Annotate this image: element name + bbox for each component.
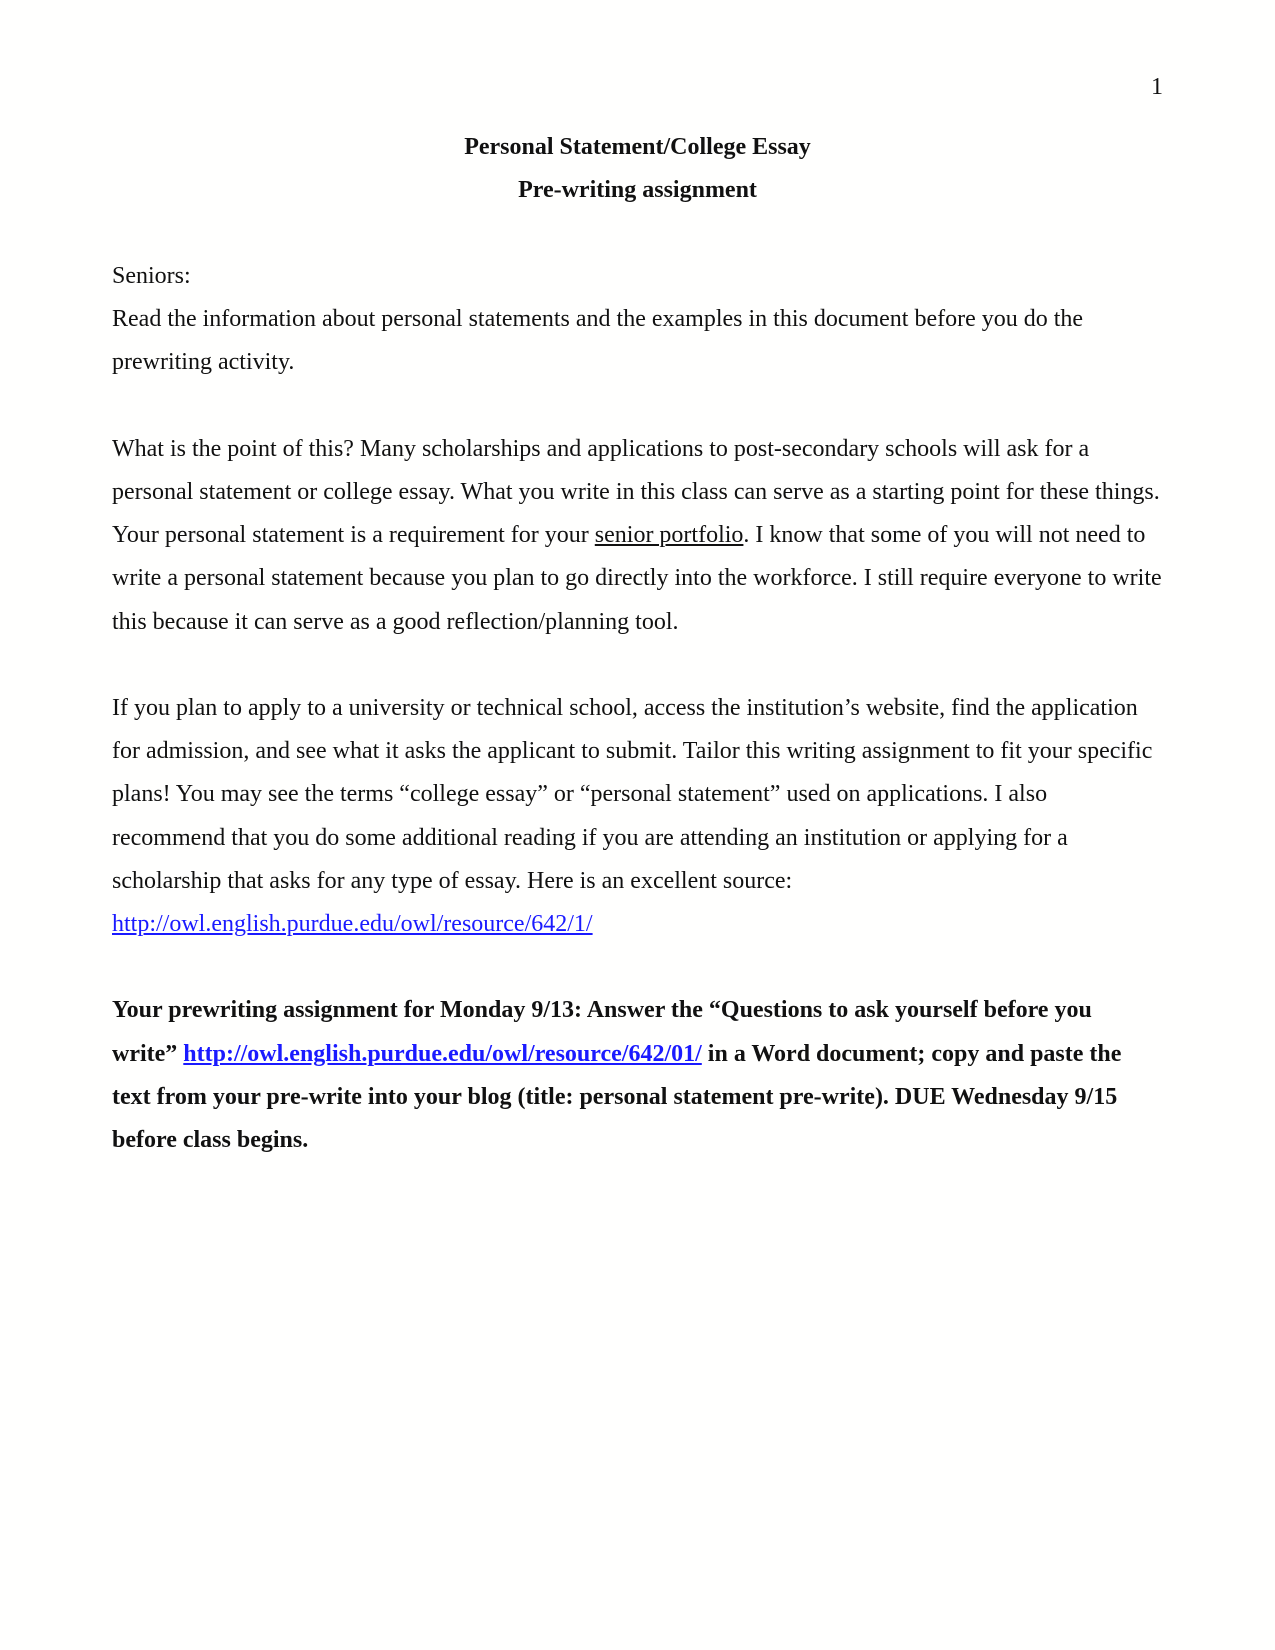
senior-portfolio-term: senior portfolio [594, 522, 744, 549]
intro-paragraph: Read the information about personal statements and the examples in this document before you do the prewriting activity. [112, 306, 1084, 376]
questions-link[interactable]: http://owl.english.purdue.edu/owl/resource/642/01/ [183, 1040, 702, 1067]
document-title-block [0, 126, 1275, 212]
paragraph-spacer [112, 946, 1162, 989]
assignment-paragraph [112, 989, 1162, 1162]
paragraph-spacer [112, 644, 1162, 687]
document-subtitle: Pre-writing assignment [518, 177, 757, 203]
salutation: Seniors: [112, 263, 191, 289]
purpose-text-start: What is the point of this? Many scholarships and applications to post-secondary schools will ask for a personal statement or college essay. What you write in this class can serve as a starting point for these things. Your personal statement is a requirement for your [112, 435, 1160, 549]
page-number: 1 [1151, 74, 1163, 100]
paragraph-spacer [112, 385, 1162, 428]
assignment-text-start: Your prewriting assignment for Monday 9/13: Answer the “Questions to ask yourself before you write” [112, 997, 1092, 1067]
assignment-text-end: in a Word document; copy and paste the text from your pre-write into your blog (title: personal statement pre-write). DUE Wednesday 9/15 before class begins. [112, 1040, 1122, 1154]
apply-paragraph [112, 687, 1162, 946]
purpose-paragraph [112, 428, 1162, 644]
apply-text: If you plan to apply to a university or technical school, access the institution’s website, find the application for admission, and see what it asks the applicant to submit. Tailor this writing assignment to fit your specific plans! You may see the terms “college essay” or “personal statement” used on applications. I also recommend that you do some additional reading if you are attending an institution or applying for a scholarship that asks for any type of essay. Here is an excellent source: [112, 695, 1153, 894]
purpose-text-end: . I know that some of you will not need to write a personal statement because you plan to go directly into the workforce. I still require everyone to write this because it can serve as a good reflection/planning tool. [112, 522, 1162, 635]
purdue-owl-link[interactable]: http://owl.english.purdue.edu/owl/resource/642/1/ [112, 911, 593, 938]
document-body [112, 255, 1162, 1162]
document-title: Personal Statement/College Essay [464, 134, 811, 160]
